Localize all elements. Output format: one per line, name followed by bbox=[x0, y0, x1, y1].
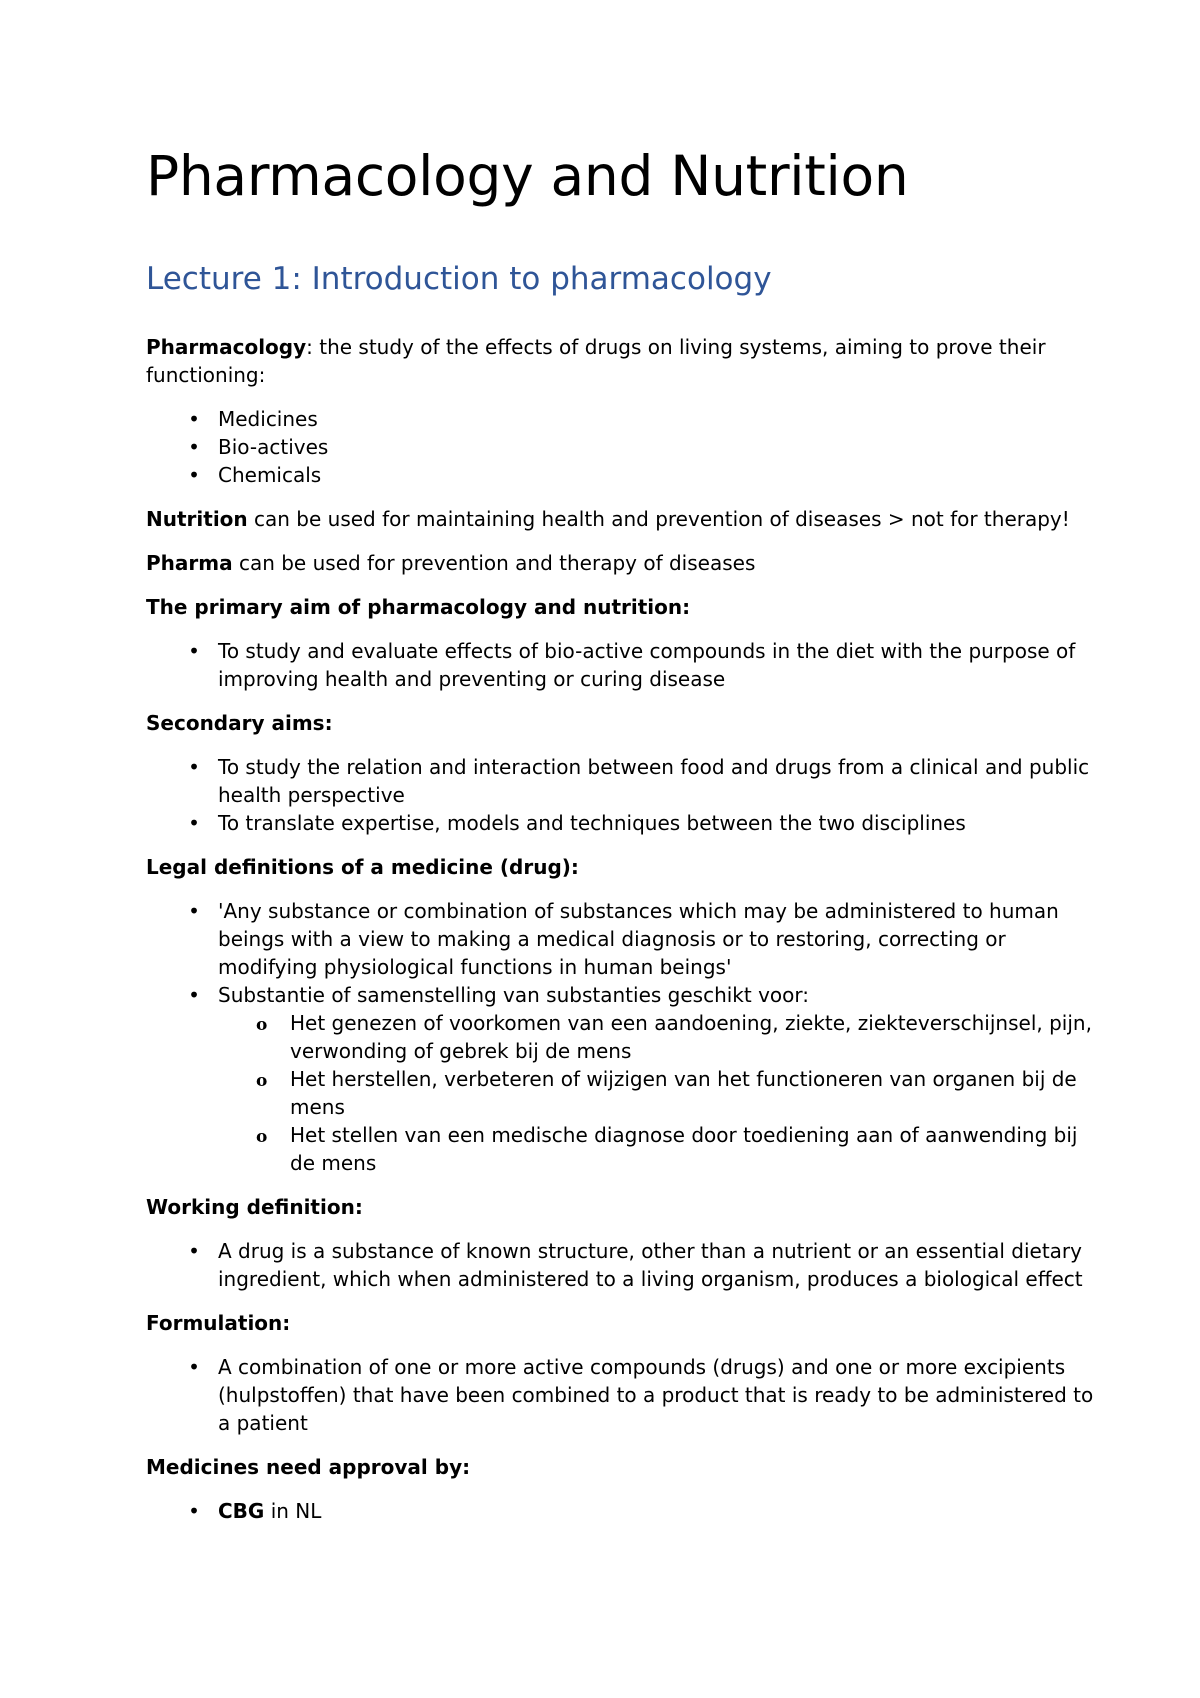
lecture-heading: Lecture 1: Introduction to pharmacology bbox=[146, 261, 772, 297]
list-item bbox=[146, 1497, 1100, 1525]
cbg-term: CBG bbox=[218, 1499, 265, 1523]
sub-list-item bbox=[218, 1121, 1100, 1177]
formulation-list bbox=[146, 1353, 1100, 1437]
list-item-text: Bio-actives bbox=[218, 435, 329, 459]
bullet-icon: • bbox=[188, 1499, 200, 1523]
nutrition-term: Nutrition bbox=[146, 507, 248, 531]
legal-sub-list bbox=[218, 1009, 1100, 1177]
list-item bbox=[146, 461, 1100, 489]
working-definition-list bbox=[146, 1237, 1100, 1293]
primary-aim-list bbox=[146, 637, 1100, 693]
bullet-icon: • bbox=[188, 435, 200, 459]
sub-list-item bbox=[218, 1009, 1100, 1065]
list-item-text: A combination of one or more active compounds (drugs) and one or more excipients (hulpstoffen) that have been combined to a product that is ready to be administered to a patient bbox=[218, 1355, 1094, 1435]
bullet-icon: • bbox=[188, 755, 200, 779]
list-item bbox=[146, 753, 1100, 809]
pharma-term: Pharma bbox=[146, 551, 233, 575]
bullet-icon: • bbox=[188, 407, 200, 431]
sub-list-item-text: Het stellen van een medische diagnose door toediening aan of aanwending bij de mens bbox=[290, 1123, 1078, 1175]
bullet-icon: • bbox=[188, 983, 200, 1007]
list-item-text: To study and evaluate effects of bio-active compounds in the diet with the purpose of improving health and preventing or curing disease bbox=[218, 639, 1076, 691]
bullet-icon: • bbox=[188, 899, 200, 923]
list-item bbox=[146, 981, 1100, 1177]
approval-list bbox=[146, 1497, 1100, 1525]
list-item bbox=[146, 405, 1100, 433]
sub-bullet-icon: o bbox=[256, 1015, 268, 1035]
nutrition-text: can be used for maintaining health and prevention of diseases > not for therapy! bbox=[247, 507, 1070, 531]
pharma-paragraph bbox=[146, 549, 1100, 577]
legal-definitions-list bbox=[146, 897, 1100, 1177]
sub-list-item-text: Het genezen of voorkomen van een aandoening, ziekte, ziekteverschijnsel, pijn, verwonding of gebrek bij de mens bbox=[290, 1011, 1092, 1063]
list-item-text: 'Any substance or combination of substances which may be administered to human beings with a view to making a medical diagnosis or to restoring, correcting or modifying physiological functions in human beings' bbox=[218, 899, 1059, 979]
secondary-aims-list bbox=[146, 753, 1100, 837]
cbg-text: in NL bbox=[264, 1499, 322, 1523]
pharma-text: can be used for prevention and therapy of diseases bbox=[232, 551, 756, 575]
bullet-icon: • bbox=[188, 1239, 200, 1263]
legal-definitions-heading: Legal definitions of a medicine (drug): bbox=[146, 855, 579, 879]
sub-bullet-icon: o bbox=[256, 1127, 268, 1147]
bullet-icon: • bbox=[188, 463, 200, 487]
approval-heading: Medicines need approval by: bbox=[146, 1455, 471, 1479]
list-item bbox=[146, 897, 1100, 981]
list-item-text: Medicines bbox=[218, 407, 318, 431]
document-title: Pharmacology and Nutrition bbox=[146, 144, 909, 208]
list-item-text: Substantie of samenstelling van substanties geschikt voor: bbox=[218, 983, 809, 1007]
list-item-text: To study the relation and interaction between food and drugs from a clinical and public health perspective bbox=[218, 755, 1090, 807]
bullet-icon: • bbox=[188, 639, 200, 663]
bullet-icon: • bbox=[188, 1355, 200, 1379]
document-body bbox=[146, 333, 1100, 1525]
pharmacology-definition bbox=[146, 333, 1100, 389]
bullet-icon: • bbox=[188, 811, 200, 835]
list-item-text: To translate expertise, models and techniques between the two disciplines bbox=[218, 811, 966, 835]
list-item-text: A drug is a substance of known structure, other than a nutrient or an essential dietary ingredient, which when administered to a living organism, produces a biological effect bbox=[218, 1239, 1083, 1291]
nutrition-paragraph bbox=[146, 505, 1100, 533]
sub-list-item bbox=[218, 1065, 1100, 1121]
pharmacology-term: Pharmacology bbox=[146, 335, 307, 359]
list-item bbox=[146, 1353, 1100, 1437]
list-item bbox=[146, 433, 1100, 461]
sub-list-item-text: Het herstellen, verbeteren of wijzigen van het functioneren van organen bij de mens bbox=[290, 1067, 1077, 1119]
pharmacology-list bbox=[146, 405, 1100, 489]
list-item bbox=[146, 1237, 1100, 1293]
list-item-text: Chemicals bbox=[218, 463, 322, 487]
formulation-heading: Formulation: bbox=[146, 1311, 291, 1335]
secondary-aims-heading: Secondary aims: bbox=[146, 711, 333, 735]
list-item bbox=[146, 809, 1100, 837]
primary-aim-heading: The primary aim of pharmacology and nutrition: bbox=[146, 595, 691, 619]
working-definition-heading: Working definition: bbox=[146, 1195, 363, 1219]
sub-bullet-icon: o bbox=[256, 1071, 268, 1091]
list-item bbox=[146, 637, 1100, 693]
pharmacology-text: : the study of the effects of drugs on living systems, aiming to prove their functioning: bbox=[146, 335, 1046, 387]
